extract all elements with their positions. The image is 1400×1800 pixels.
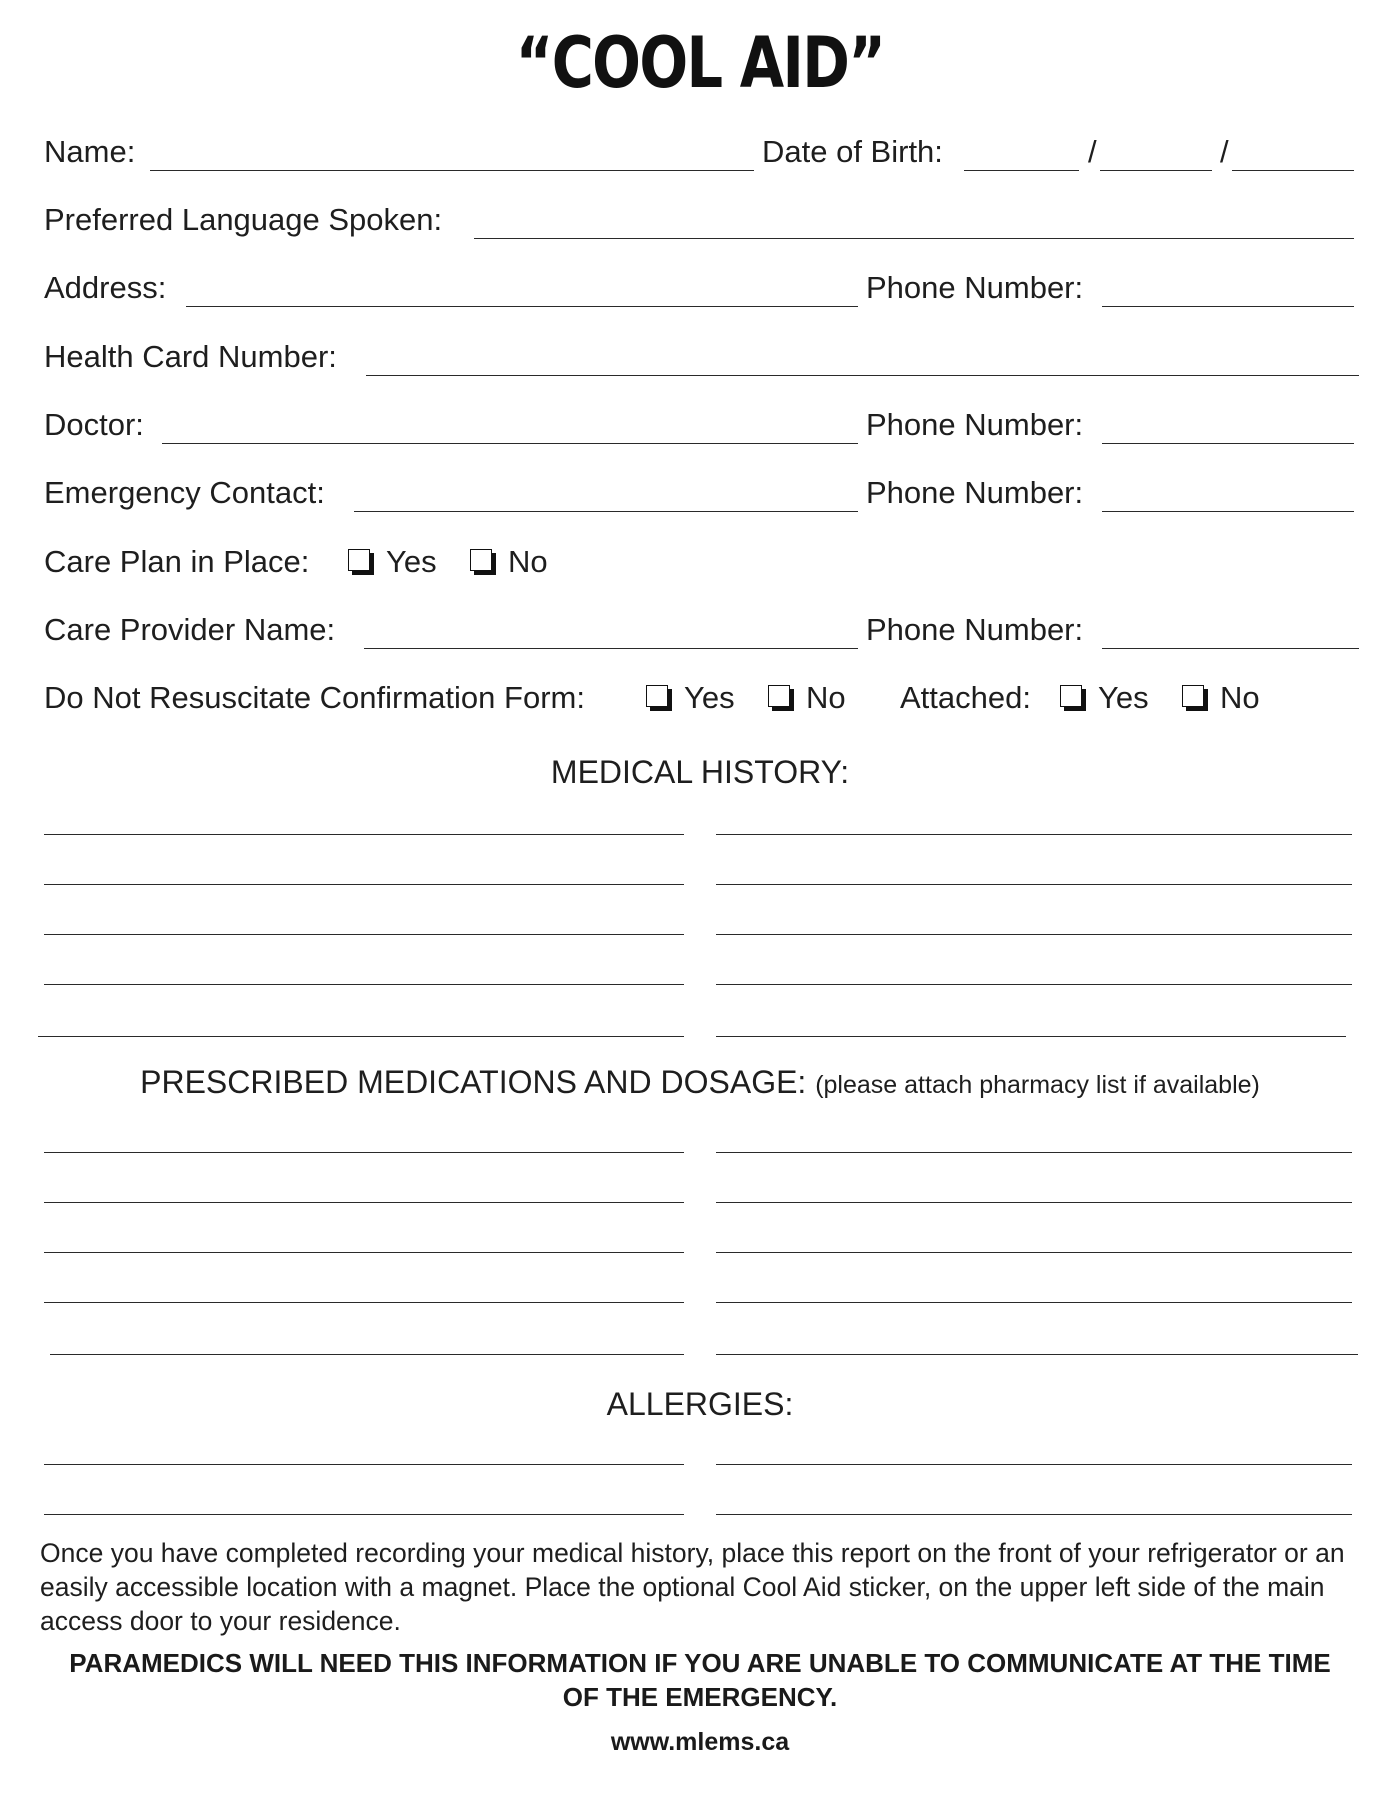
address-label: Address: xyxy=(44,270,167,305)
medical-history-heading: MEDICAL HISTORY: xyxy=(550,754,850,790)
allergies-line[interactable] xyxy=(716,1514,1352,1515)
health-card-field[interactable] xyxy=(366,375,1359,376)
doctor-field[interactable] xyxy=(162,443,858,444)
medical-history-line[interactable] xyxy=(44,834,684,835)
dnr-no-label: No xyxy=(806,680,846,715)
medical-history-line[interactable] xyxy=(38,1036,684,1037)
medical-history-line[interactable] xyxy=(716,984,1352,985)
allergies-line[interactable] xyxy=(44,1464,684,1465)
health-card-label: Health Card Number: xyxy=(44,339,337,374)
paramedics-warning: PARAMEDICS WILL NEED THIS INFORMATION IF YOU ARE UNABLE TO COMMUNICATE AT THE TIME OF THE EMERGENCY. xyxy=(69,1648,1331,1712)
medical-history-line[interactable] xyxy=(716,884,1352,885)
dnr-row xyxy=(44,676,1364,720)
medications-line[interactable] xyxy=(716,1354,1358,1355)
care-plan-label: Care Plan in Place: xyxy=(44,544,310,579)
name-field[interactable] xyxy=(150,170,754,171)
dob-label: Date of Birth: xyxy=(762,134,943,169)
dnr-yes-label: Yes xyxy=(684,680,735,715)
website-link[interactable]: www.mlems.ca xyxy=(610,1728,790,1756)
medications-line[interactable] xyxy=(716,1302,1352,1303)
care-plan-no-label: No xyxy=(508,544,548,579)
care-plan-no-checkbox[interactable] xyxy=(470,549,492,571)
phone-label: Phone Number: xyxy=(866,612,1084,647)
allergies-heading: ALLERGIES: xyxy=(606,1386,794,1422)
dob-day-field[interactable] xyxy=(964,170,1079,171)
form-title: “COOL AID” xyxy=(515,22,885,104)
address-phone-field[interactable] xyxy=(1102,306,1354,307)
care-plan-yes-label: Yes xyxy=(386,544,437,579)
care-provider-phone-field[interactable] xyxy=(1102,648,1359,649)
care-provider-row xyxy=(44,608,1369,652)
instructions-text: Once you have completed recording your medical history, place this report on the front of your refrigerator or an easily accessible location with a magnet. Place the optional Cool Aid sticker, on the upper left side of the main access door to your residence. xyxy=(40,1538,1345,1636)
emergency-contact-row xyxy=(44,471,1364,515)
medications-line[interactable] xyxy=(716,1202,1352,1203)
name-label: Name: xyxy=(44,134,136,169)
emergency-contact-label: Emergency Contact: xyxy=(44,475,325,510)
dnr-label: Do Not Resuscitate Confirmation Form: xyxy=(44,680,585,715)
medical-history-line[interactable] xyxy=(716,834,1352,835)
medications-line[interactable] xyxy=(50,1354,684,1355)
language-field[interactable] xyxy=(474,238,1354,239)
phone-label: Phone Number: xyxy=(866,270,1084,305)
medications-line[interactable] xyxy=(44,1302,684,1303)
dnr-yes-checkbox[interactable] xyxy=(646,685,668,707)
dob-slash: / xyxy=(1220,134,1229,169)
care-plan-yes-checkbox[interactable] xyxy=(348,549,370,571)
medications-line[interactable] xyxy=(716,1252,1352,1253)
emergency-phone-field[interactable] xyxy=(1102,511,1354,512)
doctor-label: Doctor: xyxy=(44,407,144,442)
dnr-no-checkbox[interactable] xyxy=(768,685,790,707)
phone-label: Phone Number: xyxy=(866,407,1084,442)
attached-yes-label: Yes xyxy=(1098,680,1149,715)
attached-yes-checkbox[interactable] xyxy=(1060,685,1082,707)
allergies-line[interactable] xyxy=(44,1514,684,1515)
address-row xyxy=(44,266,1364,310)
emergency-contact-field[interactable] xyxy=(354,511,858,512)
attached-no-checkbox[interactable] xyxy=(1182,685,1204,707)
care-provider-label: Care Provider Name: xyxy=(44,612,336,647)
address-field[interactable] xyxy=(186,306,858,307)
dob-month-field[interactable] xyxy=(1100,170,1212,171)
language-row xyxy=(44,198,1364,242)
medical-history-line[interactable] xyxy=(44,884,684,885)
medications-line[interactable] xyxy=(44,1202,684,1203)
medical-history-line[interactable] xyxy=(44,984,684,985)
dob-slash: / xyxy=(1088,134,1097,169)
allergies-line[interactable] xyxy=(716,1464,1352,1465)
phone-label: Phone Number: xyxy=(866,475,1084,510)
care-plan-row xyxy=(44,540,604,584)
care-provider-field[interactable] xyxy=(364,648,858,649)
attached-label: Attached: xyxy=(900,680,1031,715)
medications-line[interactable] xyxy=(44,1152,684,1153)
language-label: Preferred Language Spoken: xyxy=(44,202,443,237)
medications-note: (please attach pharmacy list if available) xyxy=(815,1071,1260,1099)
health-card-row xyxy=(44,335,1369,379)
medications-line[interactable] xyxy=(44,1252,684,1253)
attached-no-label: No xyxy=(1220,680,1260,715)
dob-year-field[interactable] xyxy=(1232,170,1354,171)
medical-history-line[interactable] xyxy=(44,934,684,935)
medications-title: PRESCRIBED MEDICATIONS AND DOSAGE: xyxy=(140,1064,807,1100)
medical-history-line[interactable] xyxy=(716,1036,1346,1037)
doctor-phone-field[interactable] xyxy=(1102,443,1354,444)
doctor-row xyxy=(44,403,1364,447)
name-dob-row xyxy=(44,130,1364,174)
medical-history-line[interactable] xyxy=(716,934,1352,935)
medications-heading xyxy=(0,1064,1400,1101)
medications-line[interactable] xyxy=(716,1152,1352,1153)
